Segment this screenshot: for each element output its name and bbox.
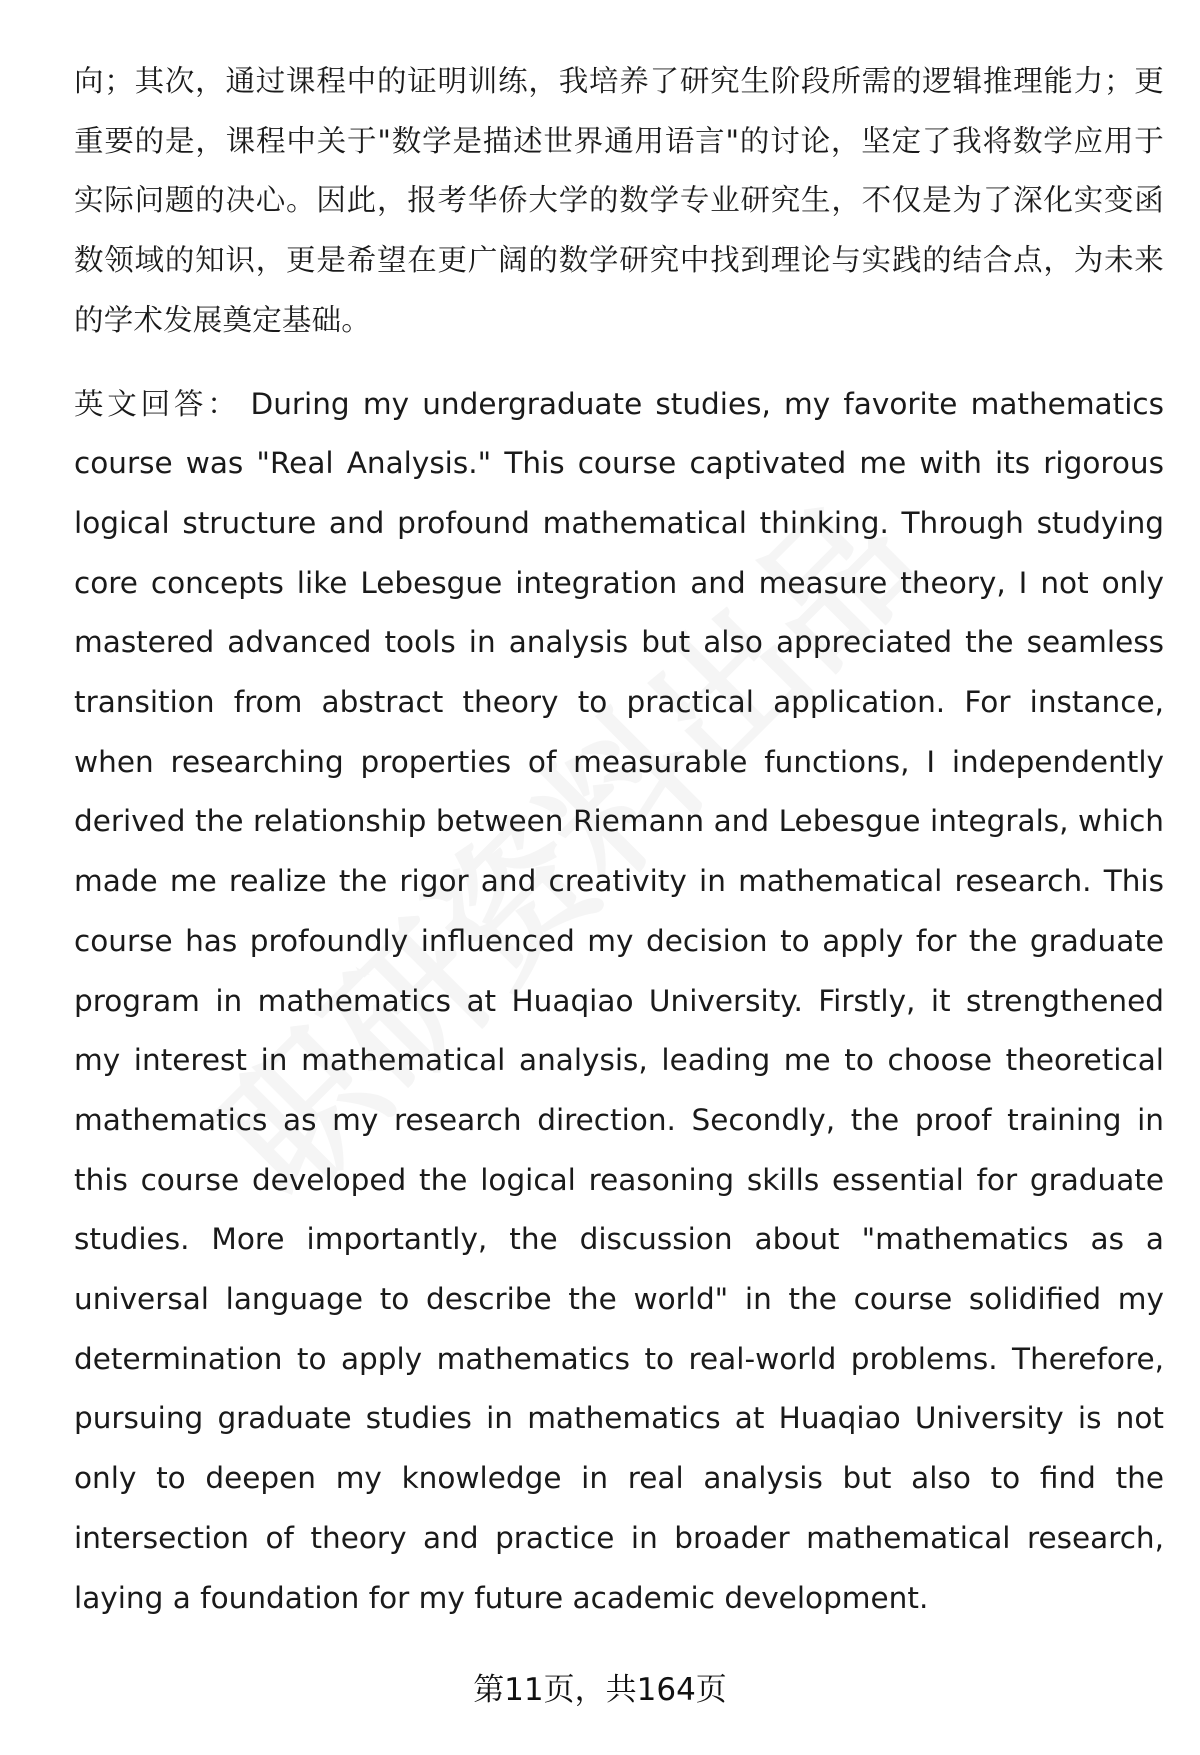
chinese-paragraph: 向；其次，通过课程中的证明训练，我培养了研究生阶段所需的逻辑推理能力；更重要的是，课程中关于"数学是描述世界通用语言"的讨论，坚定了我将数学应用于实际问题的决心。因此，报考华侨大学的数学专业研究生，不仅是为了深化实变函数领域的知识，更是希望在更广阔的数学研究中找到理论与实践的结合点，为未来的学术发展奠定基础。 [74,64,1164,337]
document-body [74,52,1164,1628]
english-answer-label: 英文回答： [74,386,241,421]
english-answer-paragraph [74,375,1164,1629]
english-answer-text: During my undergraduate studies, my favorite mathematics course was "Real Analysis." This course captivated me with its rigorous logical structure and profound mathematical thinking. Through studying core concepts like Lebesgue integration and measure theory, I not only mastered advanced tools in analysis but also appreciated the seamless transition from abstract theory to practical application. For instance, when researching properties of measurable functions, I independently derived the relationship between Riemann and Lebesgue integrals, which made me realize the rigor and creativity in mathematical research. This course has profoundly influenced my decision to apply for the graduate program in mathematics at Huaqiao University. Firstly, it strengthened my interest in mathematical analysis, leading me to choose theoretical mathematics as my research direction. Secondly, the proof training in this course developed the logical reasoning skills essential for graduate studies. More importantly, the discussion about "mathematics as a universal language to describe the world" in the course solidified my determination to apply mathematics to real-world problems. Therefore, pursuing graduate studies in mathematics at Huaqiao University is not only to deepen my knowledge in real analysis but also to find the intersection of theory and practice in broader mathematical research, laying a foundation for my future academic development. [74,386,1164,1615]
page-number: 第11页，共164页 [473,1672,727,1708]
